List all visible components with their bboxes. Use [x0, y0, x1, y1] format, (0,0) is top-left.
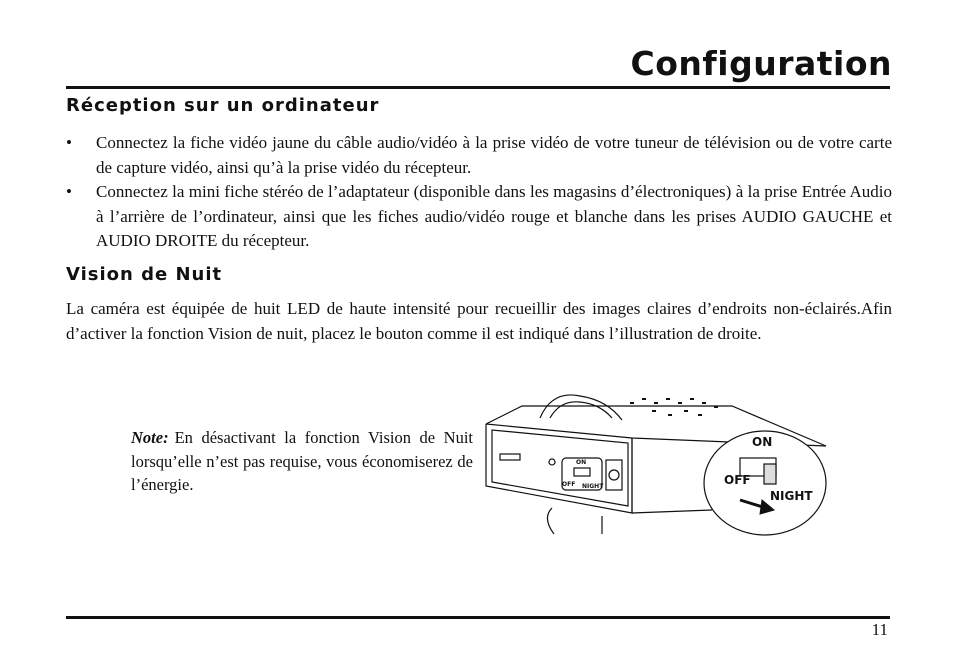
camera-switch-illustration	[482, 388, 832, 538]
large-switch-on: ON	[752, 435, 773, 449]
bullet-item: • Connectez la mini fiche stéréo de l’adaptateur (disponible dans les magasins d’électroniques) à la prise Entrée Audio à l’arrière de l’ordinateur, ainsi que les fiches audio/vidéo rouge et blanche dans les prises AUDIO GAUCHE et AUDIO DROITE du récepteur.	[66, 180, 892, 254]
page-title: Configuration	[630, 44, 892, 83]
small-switch-night: NIGHT	[582, 483, 604, 490]
large-switch-night: NIGHT	[770, 489, 813, 503]
page-number: 11	[871, 620, 888, 639]
note-label: Note:	[131, 428, 169, 447]
large-switch-off: OFF	[724, 473, 751, 487]
footer-rule	[66, 616, 890, 619]
bullet-item: • Connectez la fiche vidéo jaune du câble audio/vidéo à la prise vidéo de votre tuneur de télévision ou de votre carte de capture vidéo, ainsi qu’à la prise vidéo du récepteur.	[66, 131, 892, 180]
bullet-list	[66, 131, 892, 254]
small-switch-on: ON	[576, 459, 587, 466]
section-heading-vision-de-nuit: Vision de Nuit	[66, 264, 223, 285]
small-switch-off: OFF	[562, 481, 576, 488]
night-vision-paragraph: La caméra est équipée de huit LED de haute intensité pour recueillir des images claires d’endroits non-éclairés.Afin d’activer la fonction Vision de nuit, placez le bouton comme il est indiqué dans l’illustration de droite.	[66, 299, 892, 343]
note-text: En désactivant la fonction Vision de Nuit lorsqu’elle n’est pas requise, vous économiserez de l’énergie.	[131, 428, 473, 494]
title-rule	[66, 86, 890, 89]
note	[131, 426, 473, 497]
section-heading-reception: Réception sur un ordinateur	[66, 95, 380, 116]
